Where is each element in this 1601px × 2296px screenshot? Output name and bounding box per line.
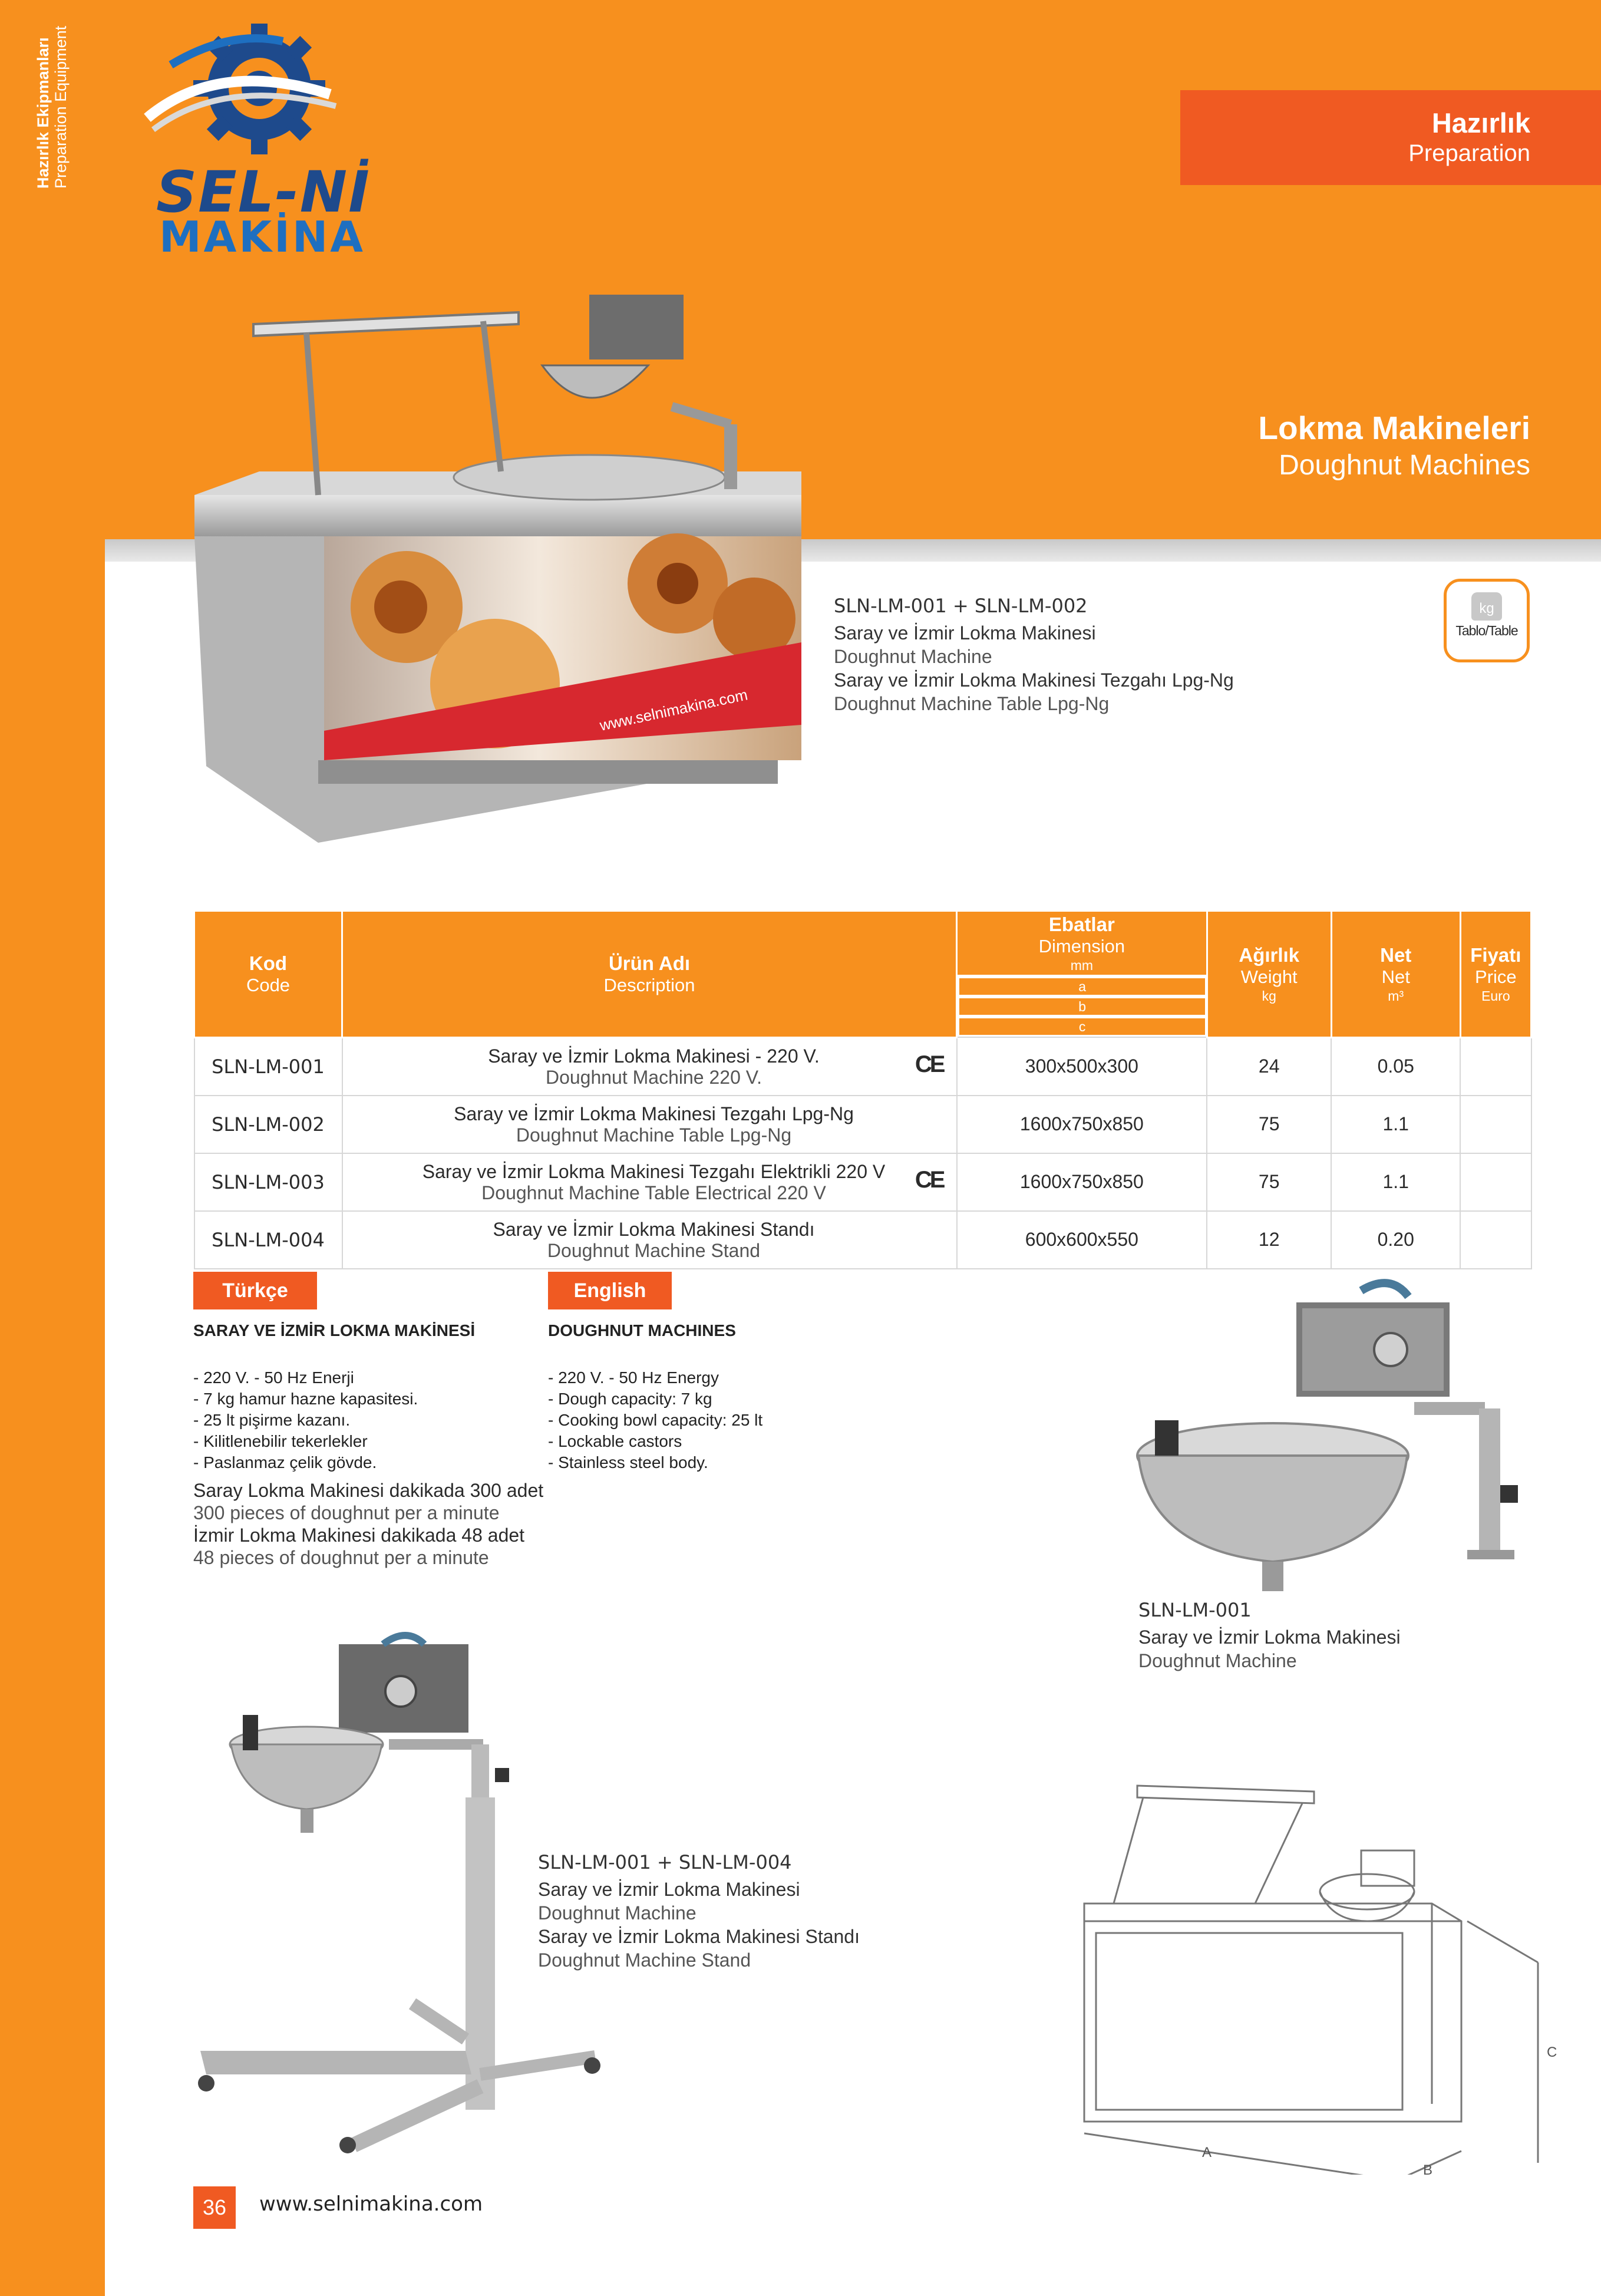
row-description: Saray ve İzmir Lokma Makinesi Tezgahı Lpg-Ng Doughnut Machine Table Lpg-Ng: [342, 1096, 957, 1153]
main-caption: [834, 594, 1234, 715]
side-category-label: [34, 26, 70, 189]
main-caption-l1-en: Doughnut Machine: [834, 646, 992, 667]
row-price: [1460, 1153, 1531, 1211]
weight-table-badge: [1444, 579, 1530, 662]
header-weight: Ağırlık Weight kg: [1207, 911, 1331, 1038]
dim-label-c: C: [1547, 2044, 1557, 2060]
row-weight: 12: [1207, 1211, 1331, 1269]
english-tag: English: [548, 1272, 672, 1309]
stand-caption-l2-tr: Saray ve İzmir Lokma Makinesi Standı: [538, 1926, 860, 1947]
photo-watermark: www.selnimakina.com: [598, 685, 750, 734]
header-price: Fiyatı Price Euro: [1460, 911, 1531, 1038]
list-item: - Stainless steel body.: [548, 1453, 708, 1472]
note-l2-tr: İzmir Lokma Makinesi dakikada 48 adet: [193, 1525, 525, 1546]
row-price: [1460, 1096, 1531, 1153]
row-net: 1.1: [1331, 1096, 1460, 1153]
technical-drawing: [1078, 1774, 1562, 2175]
side-label-tr: Hazırlık Ekipmanları: [34, 37, 52, 189]
row-code: SLN-LM-003: [194, 1153, 342, 1211]
machine-caption-tr: Saray ve İzmir Lokma Makinesi: [1138, 1627, 1401, 1648]
row-weight: 75: [1207, 1096, 1331, 1153]
english-features: [548, 1320, 762, 1473]
turkish-features: [193, 1320, 475, 1473]
stand-caption-code: SLN-LM-001 + SLN-LM-004: [538, 1851, 792, 1873]
category-tr: Hazırlık: [1431, 107, 1530, 138]
machine-caption-code: SLN-LM-001: [1138, 1599, 1252, 1621]
main-product-photo: [189, 277, 813, 843]
list-item: - Kilitlenebilir tekerlekler: [193, 1432, 368, 1450]
left-sidebar-band: [0, 0, 105, 2296]
list-item: - 220 V. - 50 Hz Energy: [548, 1368, 719, 1387]
note-l1-en: 300 pieces of doughnut per a minute: [193, 1502, 500, 1523]
row-dimension: 1600x750x850: [957, 1153, 1207, 1211]
logo-text-selni: SEL-Nİ: [156, 159, 371, 225]
table-row: [194, 1096, 1531, 1153]
row-code: SLN-LM-004: [194, 1211, 342, 1269]
row-description: Saray ve İzmir Lokma Makinesi - 220 V. Doughnut Machine 220 V. CE: [342, 1037, 957, 1096]
table-row: [194, 1037, 1531, 1096]
category-banner: [1180, 90, 1601, 185]
list-item: - Dough capacity: 7 kg: [548, 1390, 712, 1408]
row-dimension: 300x500x300: [957, 1037, 1207, 1096]
header-dim-a: a: [958, 977, 1207, 997]
header-dimension: Ebatlar Dimension mm: [957, 911, 1207, 976]
row-description: Saray ve İzmir Lokma Makinesi Tezgahı Elektrikli 220 V Doughnut Machine Table Electrical 220 V CE: [342, 1153, 957, 1211]
row-code: SLN-LM-002: [194, 1096, 342, 1153]
machine-detail-photo: [1131, 1273, 1556, 1603]
list-item: - Paslanmaz çelik gövde.: [193, 1453, 377, 1472]
list-item: - 220 V. - 50 Hz Enerji: [193, 1368, 354, 1387]
header-code: Kod Code: [194, 911, 342, 1038]
dim-label-a: A: [1202, 2145, 1212, 2160]
stand-caption-l1-en: Doughnut Machine: [538, 1902, 696, 1924]
row-price: [1460, 1211, 1531, 1269]
capacity-note: [193, 1479, 543, 1569]
main-caption-l2-en: Doughnut Machine Table Lpg-Ng: [834, 693, 1110, 714]
product-title-en: Doughnut Machines: [1279, 450, 1530, 481]
english-title: DOUGHNUT MACHINES: [548, 1321, 736, 1340]
spec-table: [193, 910, 1532, 1269]
turkish-tag: Türkçe: [193, 1272, 317, 1309]
header-dim-c: c: [958, 1017, 1207, 1037]
list-item: - Cooking bowl capacity: 25 lt: [548, 1411, 763, 1429]
badge-label: Tablo/Table: [1455, 623, 1518, 638]
machine-caption-en: Doughnut Machine: [1138, 1650, 1297, 1671]
stand-caption: [538, 1850, 860, 1972]
main-caption-code: SLN-LM-001 + SLN-LM-002: [834, 595, 1088, 617]
product-title-tr: Lokma Makineleri: [1258, 410, 1530, 446]
machine-caption: [1138, 1598, 1401, 1672]
row-dimension: 1600x750x850: [957, 1096, 1207, 1153]
logo-text-makina: MAKİNA: [159, 212, 365, 262]
row-weight: 75: [1207, 1153, 1331, 1211]
note-l2-en: 48 pieces of doughnut per a minute: [193, 1547, 489, 1568]
company-logo: [136, 24, 371, 271]
dim-label-b: B: [1423, 2162, 1433, 2175]
table-row: [194, 1211, 1531, 1269]
row-weight: 24: [1207, 1037, 1331, 1096]
category-en: Preparation: [1408, 140, 1530, 166]
gear-logo-icon: [136, 24, 371, 165]
ce-mark-icon: CE: [915, 1051, 943, 1077]
main-caption-l2-tr: Saray ve İzmir Lokma Makinesi Tezgahı Lpg-Ng: [834, 669, 1234, 691]
weight-icon: kg: [1471, 592, 1502, 621]
row-code: SLN-LM-001: [194, 1037, 342, 1096]
page-number: 36: [193, 2186, 236, 2229]
stand-caption-l1-tr: Saray ve İzmir Lokma Makinesi: [538, 1879, 800, 1900]
product-title: [1258, 408, 1530, 483]
row-dimension: 600x600x550: [957, 1211, 1207, 1269]
footer-website: www.selnimakina.com: [259, 2192, 483, 2216]
side-label-en: Preparation Equipment: [52, 25, 70, 189]
row-net: 0.05: [1331, 1037, 1460, 1096]
table-row: [194, 1153, 1531, 1211]
header-description: Ürün Adı Description: [342, 911, 957, 1038]
row-price: [1460, 1037, 1531, 1096]
main-caption-l1-tr: Saray ve İzmir Lokma Makinesi: [834, 622, 1096, 644]
note-l1-tr: Saray Lokma Makinesi dakikada 300 adet: [193, 1480, 544, 1501]
list-item: - 7 kg hamur hazne kapasitesi.: [193, 1390, 418, 1408]
header-net: Net Net m³: [1331, 911, 1460, 1038]
list-item: - Lockable castors: [548, 1432, 682, 1450]
stand-caption-l2-en: Doughnut Machine Stand: [538, 1949, 751, 1971]
header-dim-b: b: [958, 997, 1207, 1017]
list-item: - 25 lt pişirme kazanı.: [193, 1411, 351, 1429]
ce-mark-icon: CE: [915, 1166, 943, 1193]
row-net: 0.20: [1331, 1211, 1460, 1269]
row-net: 1.1: [1331, 1153, 1460, 1211]
row-description: Saray ve İzmir Lokma Makinesi Standı Doughnut Machine Stand: [342, 1211, 957, 1269]
turkish-title: SARAY VE İZMİR LOKMA MAKİNESİ: [193, 1321, 476, 1340]
